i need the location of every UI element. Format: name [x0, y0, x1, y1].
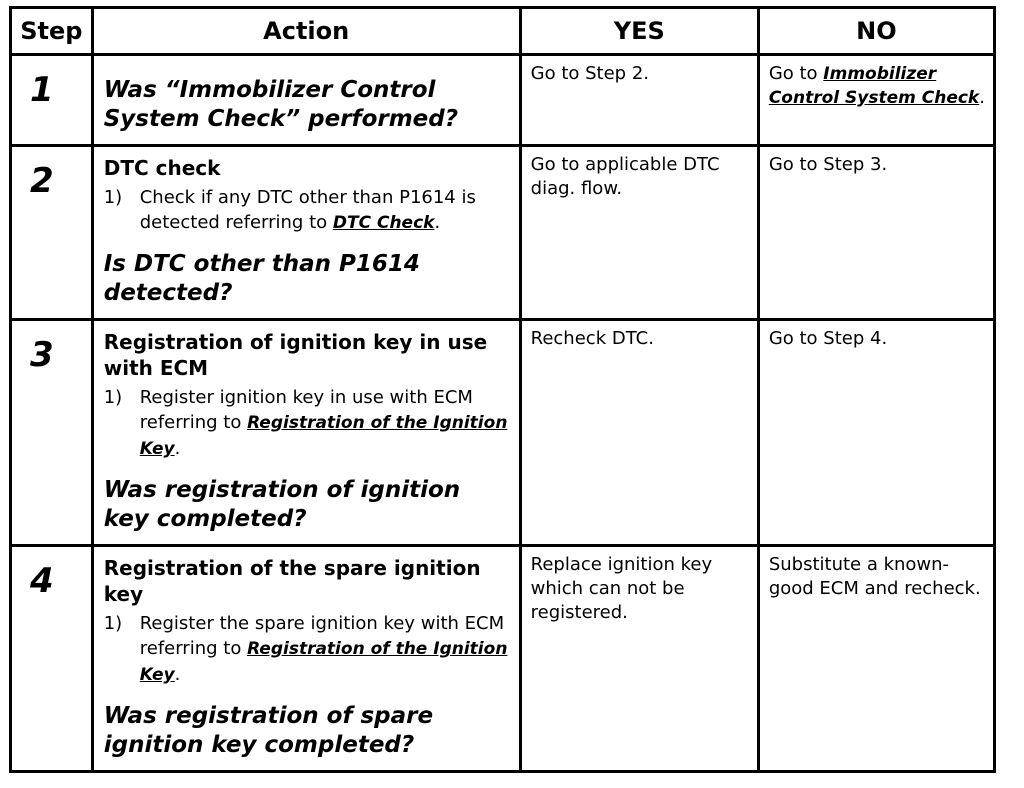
- step-title: DTC check: [103, 156, 221, 180]
- substep: [104, 611, 511, 688]
- step-question: Was registration of ignition key completed?: [103, 477, 461, 532]
- step-question: Is DTC other than P1614 detected?: [103, 251, 420, 306]
- step-number: 2: [11, 146, 93, 320]
- table-row: [11, 546, 995, 772]
- step-number: 3: [11, 320, 93, 546]
- no-cell: Go to Step 3.: [758, 146, 994, 320]
- immobilizer-check-link[interactable]: Immobilizer Control System Check: [768, 64, 980, 108]
- step-number: 4: [11, 546, 93, 772]
- yes-cell: Replace ignition key which can not be registered.: [520, 546, 758, 772]
- no-text-prefix: Go to: [768, 63, 824, 84]
- no-cell: Substitute a known-good ECM and recheck.: [758, 546, 994, 772]
- yes-cell: Go to applicable DTC diag. flow.: [520, 146, 758, 320]
- substep-end: .: [174, 438, 181, 459]
- substep-end: .: [434, 212, 441, 233]
- no-text-suffix: .: [979, 87, 985, 108]
- header-step: Step: [11, 8, 93, 55]
- substep-text: [140, 611, 511, 688]
- table-row: [11, 146, 995, 320]
- substep-number: 1): [103, 187, 123, 208]
- substep-body: Check if any DTC other than P1614 is detected referring to: [139, 187, 476, 233]
- step-title: Registration of the spare ignition key: [103, 556, 481, 606]
- step-question: Was registration of spare ignition key completed?: [103, 703, 434, 758]
- step-question: Was “Immobilizer Control System Check” performed?: [103, 77, 459, 132]
- no-cell: [758, 55, 994, 146]
- table-row: [11, 320, 995, 546]
- step-number: 1: [11, 55, 93, 146]
- diagnostic-flow-table-wrapper: [9, 6, 996, 773]
- substep: [104, 385, 511, 462]
- action-cell: [92, 146, 520, 320]
- substep-number: 1): [103, 387, 123, 408]
- header-row: [11, 8, 995, 55]
- registration-key-link[interactable]: Registration of the Ignition Key: [139, 639, 508, 685]
- header-action: Action: [92, 8, 520, 55]
- action-cell: [92, 546, 520, 772]
- table-row: [11, 55, 995, 146]
- diagnostic-flow-table: [9, 6, 996, 773]
- substep-text: [140, 185, 511, 236]
- header-no: NO: [758, 8, 994, 55]
- step-title: Registration of ignition key in use with ECM: [103, 330, 488, 380]
- action-cell: [92, 320, 520, 546]
- yes-cell: Recheck DTC.: [520, 320, 758, 546]
- substep-end: .: [174, 664, 181, 685]
- header-yes: YES: [520, 8, 758, 55]
- dtc-check-link[interactable]: DTC Check: [332, 213, 435, 233]
- registration-key-link[interactable]: Registration of the Ignition Key: [139, 413, 508, 459]
- substep-text: [140, 385, 511, 462]
- no-cell: Go to Step 4.: [758, 320, 994, 546]
- substep: [104, 185, 511, 236]
- substep-body: Register the spare ignition key with ECM referring to: [139, 613, 505, 659]
- yes-cell: Go to Step 2.: [520, 55, 758, 146]
- action-cell: [92, 55, 520, 146]
- substep-body: Register ignition key in use with ECM referring to: [139, 387, 473, 433]
- substep-number: 1): [103, 613, 123, 634]
